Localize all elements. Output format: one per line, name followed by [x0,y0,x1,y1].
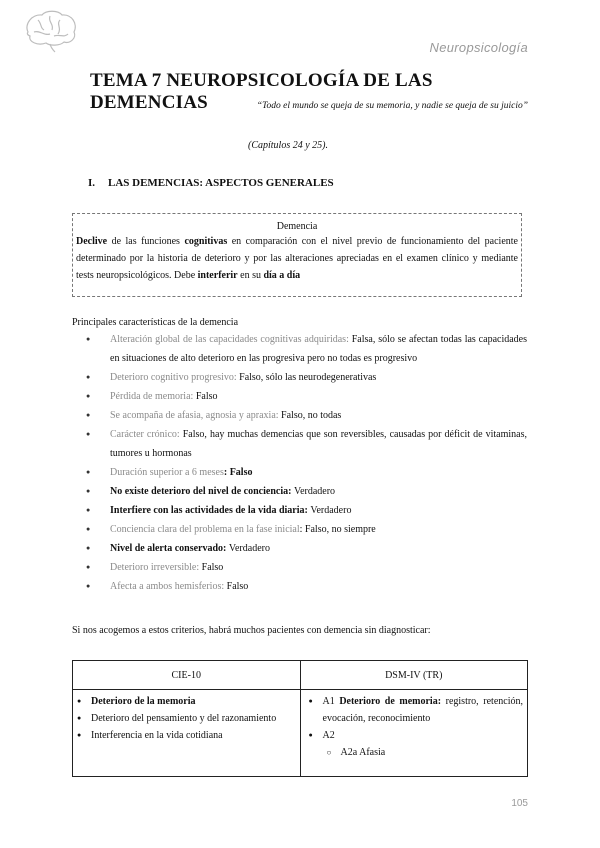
item-answer: Falso, hay muchas demencias que son reversibles, causadas por déficit de vitaminas, tumores u hormonas [110,429,527,459]
cie10-item: Deterioro del pensamiento y del razonamiento [91,713,277,724]
header-title: Neuropsicología [429,40,528,55]
list-item [72,520,527,539]
item-answer: Falso, no todas [281,410,342,421]
list-item [305,693,524,727]
list-item [72,501,527,520]
criteria-text: Si nos acogemos a estos criterios, habrá muchos pacientes con demencia sin diagnosticar: [72,625,431,636]
definition-text-part: en su [237,270,264,281]
definition-title: Demencia [276,221,318,232]
definition-term-interferir: interferir [197,270,238,281]
definition-box [72,213,522,297]
list-item [72,425,527,463]
section-heading [88,177,334,189]
item-answer: Verdadero [293,486,336,497]
section-title: LAS DEMENCIAS: ASPECTOS GENERALES [108,177,334,189]
dsm-term: Deterioro de memoria: [339,696,442,707]
section-number: I. [88,177,96,189]
dsm-cell [300,690,528,777]
list-item [72,463,527,482]
list-item [72,482,527,501]
item-label: Deterioro cognitivo progresivo: [110,372,240,383]
criteria-table [72,660,528,777]
quote: “Todo el mundo se queja de su memoria, y nadie se queja de su juicio” [256,101,528,111]
page-title: TEMA 7 NEUROPSICOLOGÍA DE LAS DEMENCIAS [90,70,433,113]
list-item [77,693,296,710]
item-label: Interfiere con las actividades de la vida diaria: [110,505,311,516]
item-answer: : Falso, no siempre [299,524,376,535]
item-answer: Verdadero [310,505,352,516]
cie10-cell [73,690,301,777]
table-row [73,690,528,777]
list-item [72,330,527,368]
list-item [77,710,296,727]
dsm-sublist [305,744,524,761]
header-dsm: DSM-IV (TR) [300,661,528,690]
item-label: Nivel de alerta conservado: [110,543,229,554]
dsm-detail: registro, retención, evocación, reconocimiento [322,696,523,724]
characteristics-intro: Principales características de la demencia [72,317,239,328]
item-label: Duración superior a 6 meses [110,467,224,478]
cie10-item: Interferencia en la vida cotidiana [91,730,223,741]
item-answer: : Falso [223,467,253,478]
definition-term-dia-a-dia: día a día [263,270,301,281]
dsm-list [305,693,524,761]
dsm-subitem: A2a Afasia [340,747,386,758]
list-item [72,406,527,425]
list-item [305,727,524,761]
dsm-code: A1 [322,696,340,707]
definition-text-part: de las funciones [107,236,185,247]
item-answer: Falsa, sólo se afectan todas las capacidades en situaciones de alto deterioro en las progresiva pero no todas es progresivo [110,334,527,364]
item-label: Se acompaña de afasia, agnosia y apraxia: [110,410,282,421]
list-item [77,727,296,744]
item-label: Afecta a ambos hemisferios: [110,581,227,592]
definition-text-part: en comparación con el nivel previo de funcionamiento del paciente determinado por la historia de deterioro y por las alteraciones apreciadas en el examen clínico y mediante tests neuropsicológicos. Debe [76,236,518,281]
item-answer: Verdadero [228,543,270,554]
header-cie10: CIE-10 [73,661,301,690]
characteristics-list [72,330,527,596]
item-label: Deterioro irreversible: [110,562,202,573]
item-answer: Falso [201,562,224,573]
list-item [72,368,527,387]
definition-term-cognitivas: cognitivas [184,236,228,247]
definition-term-declive: Declive [76,236,108,247]
list-item [72,558,527,577]
list-item [72,539,527,558]
chapters-reference: (Capítulos 24 y 25). [248,140,328,151]
item-label: Alteración global de las capacidades cognitivas adquiridas: [110,334,352,345]
item-answer: Falso [195,391,218,402]
item-label: Conciencia clara del problema en la fase inicial [110,524,300,535]
item-label: Pérdida de memoria: [110,391,196,402]
brain-icon [20,6,80,56]
item-answer: Falso [226,581,249,592]
page-number: 105 [511,798,528,809]
list-item [72,577,527,596]
cie10-list [77,693,296,744]
list-item [305,744,524,761]
cie10-item: Deterioro de la memoria [91,696,196,707]
definition-text [76,233,518,284]
item-label: No existe deterioro del nivel de conciencia: [110,486,294,497]
item-answer: Falso, sólo las neurodegenerativas [239,372,377,383]
table-header-row [73,661,528,690]
item-label: Carácter crónico: [110,429,183,440]
list-item [72,387,527,406]
dsm-code: A2 [322,730,335,741]
